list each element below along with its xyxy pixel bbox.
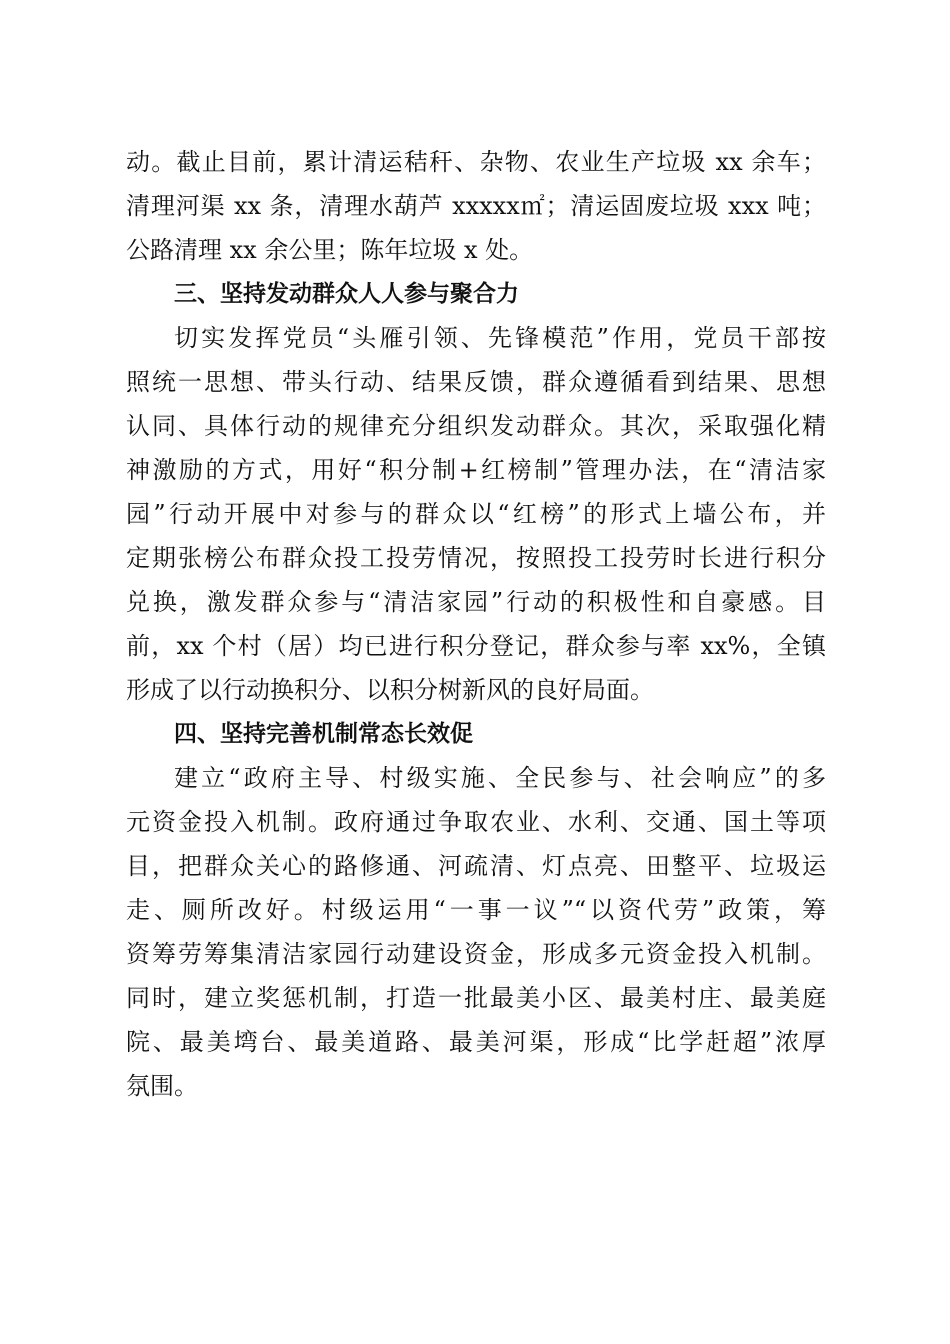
paragraph-line: 定期张榜公布群众投工投劳情况，按照投工投劳时长进行积分	[126, 544, 826, 572]
section4	[126, 712, 826, 1108]
paragraph-line: 走、厕所改好。村级运用“一事一议”“以资代劳”政策，筹	[126, 896, 826, 924]
paragraph-line: 氛围。	[126, 1072, 198, 1100]
paragraph-line: 同时，建立奖惩机制，打造一批最美小区、最美村庄、最美庭	[126, 984, 826, 1012]
paragraph-line: 前，xx 个村（居）均已进行积分登记，群众参与率 xx%，全镇	[126, 632, 826, 660]
paragraph-line: 元资金投入机制。政府通过争取农业、水利、交通、国土等项	[126, 808, 826, 836]
paragraph-line: 认同、具体行动的规律充分组织发动群众。其次，采取强化精	[126, 412, 826, 440]
paragraph-line: 资筹劳筹集清洁家园行动建设资金，形成多元资金投入机制。	[126, 940, 826, 968]
paragraph-line: 兑换，激发群众参与“清洁家园”行动的积极性和自豪感。目	[126, 588, 826, 616]
paragraph-line: 公路清理 xx 余公里；陈年垃圾 x 处。	[126, 236, 534, 264]
paragraph-line: 清理河渠 xx 条，清理水葫芦 xxxxx㎡；清运固废垃圾 xxx 吨；	[126, 192, 826, 220]
paragraph-line: 目，把群众关心的路修通、河疏清、灯点亮、田整平、垃圾运	[126, 852, 826, 880]
paragraph-line: 建立“政府主导、村级实施、全民参与、社会响应”的多	[174, 764, 826, 792]
paragraph-line: 形成了以行动换积分、以积分树新风的良好局面。	[126, 676, 654, 704]
section-heading: 四、坚持完善机制常态长效促	[174, 721, 473, 747]
section3	[126, 272, 826, 712]
section-heading: 三、坚持发动群众人人参与聚合力	[174, 281, 519, 307]
paragraph-line: 园”行动开展中对参与的群众以“红榜”的形式上墙公布，并	[126, 500, 826, 528]
section2-tail	[126, 140, 826, 272]
paragraph-line: 切实发挥党员“头雁引领、先锋模范”作用，党员干部按	[174, 324, 826, 352]
paragraph-line: 动。截止目前，累计清运秸秆、杂物、农业生产垃圾 xx 余车；	[126, 148, 826, 176]
document-page	[126, 140, 826, 1108]
paragraph-line: 院、最美塆台、最美道路、最美河渠，形成“比学赶超”浓厚	[126, 1028, 826, 1056]
paragraph-line: 神激励的方式，用好“积分制+红榜制”管理办法，在“清洁家	[126, 456, 826, 484]
paragraph-line: 照统一思想、带头行动、结果反馈，群众遵循看到结果、思想	[126, 368, 826, 396]
